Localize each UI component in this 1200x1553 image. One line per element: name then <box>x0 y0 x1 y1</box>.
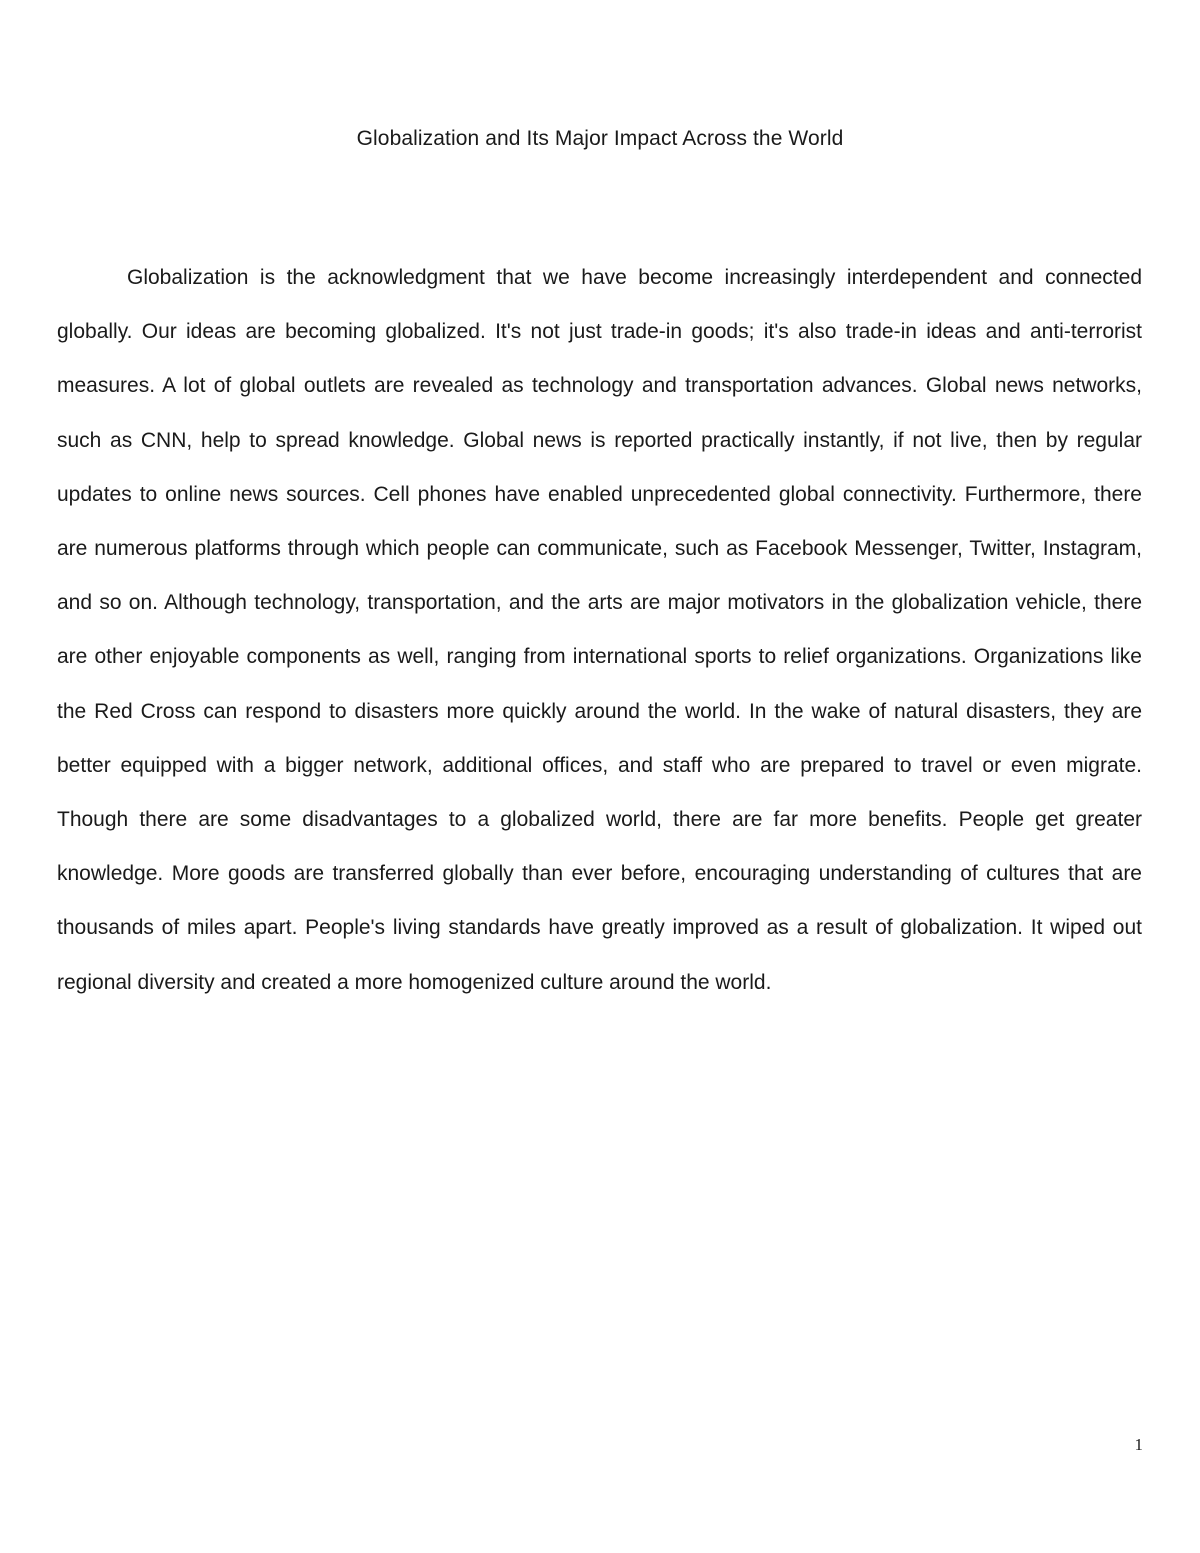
body-paragraph: Globalization is the acknowledgment that we have become increasingly interdependent and connected globally. Our ideas are becoming globalized. It's not just trade-in goods; it's also trade-in ideas and anti-terrorist measures. A lot of global outlets are revealed as technology and transportation advances. Global news networks, such as CNN, help to spread knowledge. Global news is reported practically instantly, if not live, then by regular updates to online news sources. Cell phones have enabled unprecedented global connectivity. Furthermore, there are numerous platforms through which people can communicate, such as Facebook Messenger, Twitter, Instagram, and so on. Although technology, transportation, and the arts are major motivators in the globalization vehicle, there are other enjoyable components as well, ranging from international sports to relief organizations. Organizations like the Red Cross can respond to disasters more quickly around the world. In the wake of natural disasters, they are better equipped with a bigger network, additional offices, and staff who are prepared to travel or even migrate. Though there are some disadvantages to a globalized world, there are far more benefits. People get greater knowledge. More goods are transferred globally than ever before, encouraging understanding of cultures that are thousands of miles apart. People's living standards have greatly improved as a result of globalization. It wiped out regional diversity and created a more homogenized culture around the world. <box>57 266 1142 994</box>
page-number: 1 <box>1134 1435 1143 1454</box>
document-title: Globalization and Its Major Impact Across the World <box>356 127 844 150</box>
